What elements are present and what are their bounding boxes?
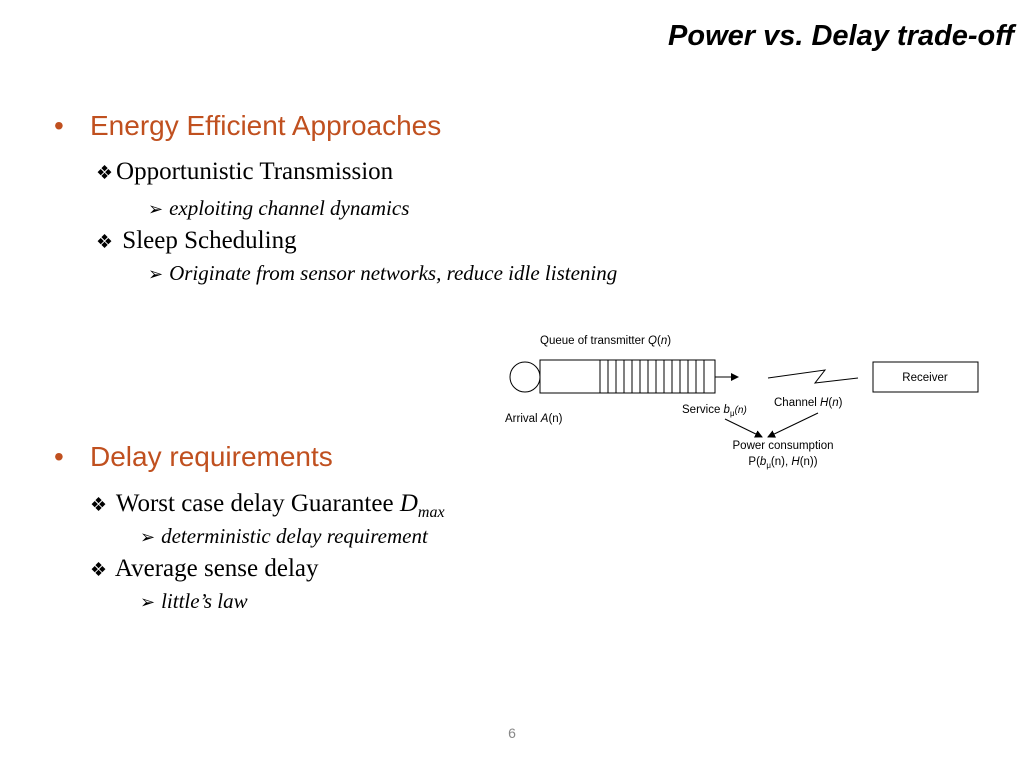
diamond-bullet-icon: ❖ (96, 163, 114, 184)
section-heading-energy: • Energy Efficient Approaches (54, 110, 442, 141)
diamond-bullet-icon: ❖ (90, 495, 108, 516)
list-item-worst-case: ❖ Worst case delay Guarantee $D_{max}$ (90, 490, 445, 521)
arrival-source-circle (510, 362, 540, 392)
queue-slots (600, 360, 704, 393)
service-label: Service $b_\mu(n)$ (682, 404, 747, 418)
detail-opportunistic: ➢ exploiting channel dynamics (148, 196, 410, 220)
channel-label: Channel H(n) (774, 397, 843, 409)
detail-sleep: ➢ Originate from sensor networks, reduce idle listening (148, 261, 618, 285)
bullet-icon: • (54, 441, 64, 472)
arrow-bullet-icon: ➢ (140, 527, 156, 547)
arrival-label: Arrival A(n) (505, 413, 563, 425)
service-to-power-arrow (725, 419, 762, 437)
section-heading-delay: • Delay requirements (54, 441, 333, 472)
diamond-bullet-icon: ❖ (96, 232, 114, 253)
arrow-bullet-icon: ➢ (148, 199, 164, 219)
list-item-average: ❖ Average sense delay (90, 555, 319, 582)
queue-buffer (540, 360, 715, 393)
slide-title: Power vs. Delay trade-off (668, 20, 1014, 52)
channel-lightning (768, 370, 858, 383)
queue-label: Queue of transmitter Q(n) (540, 335, 672, 347)
bullet-icon: • (54, 110, 64, 141)
arrow-bullet-icon: ➢ (148, 264, 164, 284)
detail-worst-case: ➢ deterministic delay requirement (140, 524, 428, 548)
diamond-bullet-icon: ❖ (90, 560, 108, 581)
list-item-sleep: ❖ Sleep Scheduling (96, 227, 297, 254)
arrow-bullet-icon: ➢ (140, 592, 156, 612)
page-number: 6 (508, 725, 516, 741)
list-item-opportunistic: ❖ Opportunistic Transmission (96, 158, 394, 185)
queue-channel-diagram (500, 325, 990, 475)
receiver-label: Receiver (902, 372, 948, 384)
detail-average: ➢ little’s law (140, 589, 248, 613)
power-label: Power consumption (732, 440, 834, 452)
power-formula: $P(b_\mu(n)$, H(n)) (748, 456, 818, 470)
channel-to-power-arrow (768, 413, 818, 437)
